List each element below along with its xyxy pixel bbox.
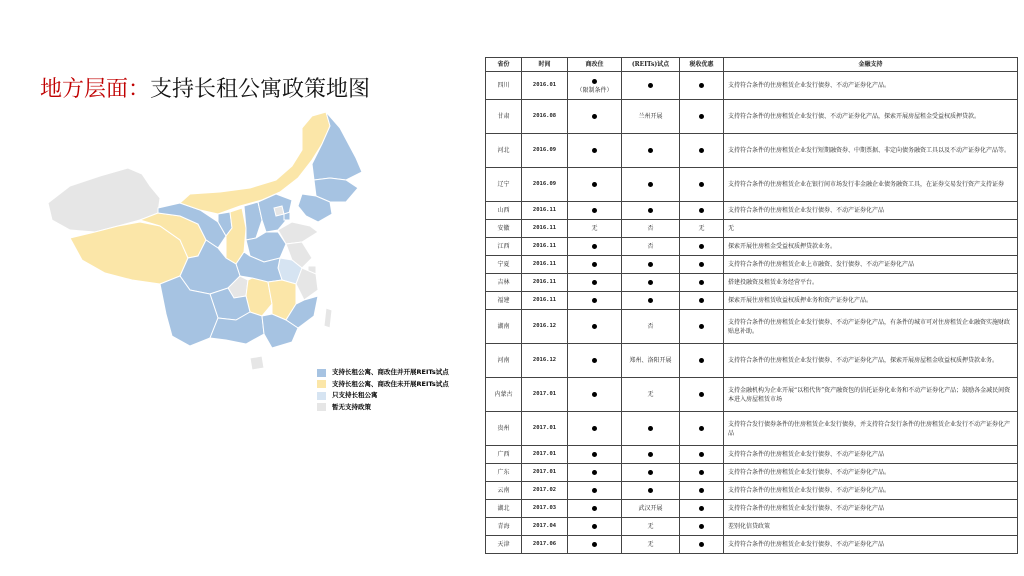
cell-tax	[680, 344, 724, 378]
check-dot-icon	[648, 488, 653, 493]
table-row	[486, 446, 1018, 464]
cell-province: 吉林	[486, 274, 522, 292]
cell-tax	[680, 536, 724, 554]
cell-province: 湖南	[486, 310, 522, 344]
check-dot-icon	[592, 488, 597, 493]
table-row	[486, 536, 1018, 554]
check-dot-icon	[592, 262, 597, 267]
check-dot-icon	[648, 280, 653, 285]
cell-time: 2016.11	[522, 292, 568, 310]
cell-time: 2016.11	[522, 202, 568, 220]
cell-finance: 支持符合条件的住房租赁企业发行债券、不动产证券化产品	[724, 446, 1018, 464]
cell-time: 2017.01	[522, 412, 568, 446]
cell-province: 辽宁	[486, 168, 522, 202]
check-dot-icon	[699, 208, 704, 213]
region-beijing	[274, 206, 284, 216]
cell-reits	[622, 482, 680, 500]
cell-reits	[622, 464, 680, 482]
check-dot-icon	[699, 148, 704, 153]
cell-province: 四川	[486, 72, 522, 100]
table-header-row	[486, 58, 1018, 72]
cell-tax	[680, 412, 724, 446]
legend-item-none	[316, 402, 474, 414]
header-tax: 税收优惠	[680, 58, 724, 72]
cell-shanggai	[568, 536, 622, 554]
check-dot-icon	[699, 358, 704, 363]
cell-tax: 无	[680, 220, 724, 238]
cell-finance: 搭建投融资及租赁业务经营平台。	[724, 274, 1018, 292]
cell-shanggai	[568, 202, 622, 220]
cell-province: 甘肃	[486, 100, 522, 134]
cell-shanggai	[568, 292, 622, 310]
cell-province: 云南	[486, 482, 522, 500]
cell-time: 2016.11	[522, 256, 568, 274]
legend-label: 支持长租公寓、商改住未开展REITs试点	[332, 379, 449, 388]
check-dot-icon	[592, 148, 597, 153]
cell-tax	[680, 274, 724, 292]
check-dot-icon	[699, 262, 704, 267]
cell-shanggai	[568, 72, 622, 100]
cell-reits	[622, 274, 680, 292]
region-hainan	[250, 356, 264, 370]
check-dot-icon	[699, 452, 704, 457]
cell-reits: 郑州、洛阳开展	[622, 344, 680, 378]
cell-province: 广东	[486, 464, 522, 482]
check-dot-icon	[592, 244, 597, 249]
header-time: 时间	[522, 58, 568, 72]
table-row	[486, 220, 1018, 238]
cell-time: 2017.01	[522, 446, 568, 464]
cell-tax	[680, 256, 724, 274]
check-dot-icon	[699, 298, 704, 303]
cell-time: 2016.09	[522, 134, 568, 168]
table-row	[486, 292, 1018, 310]
check-dot-icon	[592, 298, 597, 303]
cell-shanggai	[568, 256, 622, 274]
cell-tax	[680, 378, 724, 412]
cell-tax	[680, 72, 724, 100]
cell-province: 湖北	[486, 500, 522, 518]
cell-province: 江西	[486, 238, 522, 256]
check-dot-icon	[699, 488, 704, 493]
table-row	[486, 238, 1018, 256]
cell-reits	[622, 292, 680, 310]
region-taiwan	[324, 308, 332, 328]
check-dot-icon	[592, 324, 597, 329]
cell-finance: 支持符合发行债券条件的住房租赁企业发行债券，并支持符合发行条件的住房租赁企业发行不动产证券化产品	[724, 412, 1018, 446]
cell-finance: 支持符合条件的住房租赁企业发行债券、不动产证券化产品	[724, 202, 1018, 220]
cell-tax	[680, 100, 724, 134]
cell-shanggai	[568, 168, 622, 202]
cell-tax	[680, 202, 724, 220]
cell-time: 2016.09	[522, 168, 568, 202]
header-shanggai: 商改住	[568, 58, 622, 72]
cell-time: 2017.01	[522, 464, 568, 482]
cell-shanggai	[568, 412, 622, 446]
map-legend	[316, 367, 474, 413]
cell-finance: 支持符合条件的住房租赁企业发行债券、不动产证券化产品	[724, 536, 1018, 554]
table-body	[486, 72, 1018, 554]
cell-finance: 支持符合条件的住房租赁企业发行债券、不动产证券化产品，探索开展房屋租金收益权质押贷款业务。	[724, 344, 1018, 378]
check-dot-icon	[648, 452, 653, 457]
cell-finance: 探索开展住房租金受益权质押贷款业务。	[724, 238, 1018, 256]
cell-finance: 差别化信贷政策	[724, 518, 1018, 536]
check-dot-icon	[699, 542, 704, 547]
cell-time: 2017.02	[522, 482, 568, 500]
cell-province: 青海	[486, 518, 522, 536]
cell-shanggai	[568, 482, 622, 500]
cell-finance: 支持符合条件的住房租赁企业发行债、不动产证券化产品，探索开展房屋租金受益权质押贷款。	[724, 100, 1018, 134]
cell-shanggai	[568, 238, 622, 256]
table-row	[486, 256, 1018, 274]
check-dot-icon	[699, 114, 704, 119]
table-row	[486, 482, 1018, 500]
cell-province: 安徽	[486, 220, 522, 238]
cell-time: 2017.04	[522, 518, 568, 536]
cell-province: 福建	[486, 292, 522, 310]
header-province: 省份	[486, 58, 522, 72]
cell-reits	[622, 446, 680, 464]
table-row	[486, 202, 1018, 220]
cell-tax	[680, 464, 724, 482]
cell-shanggai	[568, 310, 622, 344]
table-row	[486, 310, 1018, 344]
table-row	[486, 168, 1018, 202]
cell-reits: 无	[622, 518, 680, 536]
cell-note: （限制条件）	[576, 86, 613, 94]
check-dot-icon	[699, 506, 704, 511]
cell-shanggai	[568, 378, 622, 412]
cell-reits	[622, 134, 680, 168]
table-row	[486, 412, 1018, 446]
cell-reits	[622, 72, 680, 100]
check-dot-icon	[592, 426, 597, 431]
cell-tax	[680, 446, 724, 464]
cell-reits: 兰州开展	[622, 100, 680, 134]
legend-label: 暂无支持政策	[332, 402, 371, 411]
cell-reits	[622, 168, 680, 202]
cell-finance: 支持符合条件的住房租赁企业在银行间市场发行非金融企业债务融资工具，在证券交易发行资产支持证券	[724, 168, 1018, 202]
check-dot-icon	[699, 426, 704, 431]
check-dot-icon	[648, 182, 653, 187]
cell-time: 2017.03	[522, 500, 568, 518]
cell-province: 内蒙古	[486, 378, 522, 412]
cell-reits: 否	[622, 238, 680, 256]
table-row	[486, 378, 1018, 412]
legend-label: 支持长租公寓、商改住并开展REITs试点	[332, 368, 449, 376]
check-dot-icon	[592, 470, 597, 475]
table-row	[486, 518, 1018, 536]
cell-shanggai	[568, 100, 622, 134]
cell-tax	[680, 518, 724, 536]
cell-reits: 否	[622, 310, 680, 344]
cell-reits: 否	[622, 220, 680, 238]
cell-shanggai	[568, 134, 622, 168]
header-finance: 金融支持	[724, 58, 1018, 72]
check-dot-icon	[648, 298, 653, 303]
cell-reits	[622, 412, 680, 446]
cell-tax	[680, 238, 724, 256]
cell-finance: 支持符合条件的住房租赁企业发行债券、不动产证券化产品	[724, 500, 1018, 518]
cell-shanggai	[568, 518, 622, 536]
check-dot-icon	[648, 470, 653, 475]
check-dot-icon	[699, 83, 704, 88]
cell-shanggai	[568, 500, 622, 518]
cell-tax	[680, 482, 724, 500]
cell-finance: 支持符合条件的住房租赁企业发行债券、不动产证券化产品。	[724, 464, 1018, 482]
legend-swatch-yellow	[316, 379, 327, 389]
check-dot-icon	[592, 506, 597, 511]
cell-finance: 无	[724, 220, 1018, 238]
title-main: 支持长租公寓政策地图	[150, 77, 371, 102]
table-row	[486, 344, 1018, 378]
check-dot-icon	[592, 524, 597, 529]
legend-swatch-lightblue	[316, 391, 327, 401]
table-row	[486, 274, 1018, 292]
check-dot-icon	[592, 182, 597, 187]
check-dot-icon	[648, 83, 653, 88]
cell-tax	[680, 134, 724, 168]
cell-time: 2016.12	[522, 310, 568, 344]
check-dot-icon	[592, 452, 597, 457]
table-row	[486, 72, 1018, 100]
check-dot-icon	[648, 208, 653, 213]
table-row	[486, 500, 1018, 518]
cell-tax	[680, 500, 724, 518]
cell-reits	[622, 256, 680, 274]
cell-shanggai: 无	[568, 220, 622, 238]
legend-item-rental-only	[316, 390, 474, 402]
table-row	[486, 100, 1018, 134]
cell-province: 贵州	[486, 412, 522, 446]
check-dot-icon	[699, 392, 704, 397]
cell-time: 2016.11	[522, 238, 568, 256]
check-dot-icon	[648, 426, 653, 431]
cell-shanggai	[568, 274, 622, 292]
cell-finance: 支持符合条件的住房租赁企业发行债券、不动产证券化产品。	[724, 72, 1018, 100]
cell-time: 2017.01	[522, 378, 568, 412]
china-policy-map	[40, 108, 380, 378]
check-dot-icon	[592, 79, 597, 84]
check-dot-icon	[592, 280, 597, 285]
cell-province: 河北	[486, 134, 522, 168]
cell-time: 2016.01	[522, 72, 568, 100]
cell-finance: 探索开展住房租赁收益权质押业务和资产证券化产品。	[724, 292, 1018, 310]
check-dot-icon	[648, 262, 653, 267]
cell-shanggai	[568, 344, 622, 378]
check-dot-icon	[699, 244, 704, 249]
cell-reits: 无	[622, 378, 680, 412]
title-prefix: 地方层面：	[40, 77, 151, 102]
legend-item-no-reits	[316, 379, 474, 391]
cell-shanggai	[568, 464, 622, 482]
cell-tax	[680, 168, 724, 202]
check-dot-icon	[699, 324, 704, 329]
cell-province: 宁夏	[486, 256, 522, 274]
check-dot-icon	[699, 470, 704, 475]
cell-time: 2016.08	[522, 100, 568, 134]
legend-label: 只支持长租公寓	[332, 391, 378, 399]
check-dot-icon	[699, 280, 704, 285]
cell-reits: 无	[622, 536, 680, 554]
table-row	[486, 464, 1018, 482]
cell-finance: 支持符合条件的住房租赁企业发行债券、不动产证券化产品，有条件的城市可对住房租赁企业融资实施财政贴息补助。	[724, 310, 1018, 344]
cell-province: 广西	[486, 446, 522, 464]
check-dot-icon	[648, 148, 653, 153]
legend-swatch-blue	[316, 368, 327, 378]
cell-tax	[680, 292, 724, 310]
cell-finance: 支持符合条件的住房租赁企业发行短期融资券、中期票据、非定向债务融资工具以及不动产证券化产品等。	[724, 134, 1018, 168]
cell-time: 2016.11	[522, 220, 568, 238]
cell-time: 2016.11	[522, 274, 568, 292]
cell-reits	[622, 202, 680, 220]
cell-tax	[680, 310, 724, 344]
legend-swatch-gray	[316, 402, 327, 412]
cell-province: 天津	[486, 536, 522, 554]
policy-table	[485, 57, 1018, 554]
table-row	[486, 134, 1018, 168]
cell-province: 山西	[486, 202, 522, 220]
check-dot-icon	[592, 358, 597, 363]
cell-time: 2017.06	[522, 536, 568, 554]
cell-finance: 支持符合条件的住房租赁企业发行债券、不动产证券化产品。	[724, 482, 1018, 500]
check-dot-icon	[592, 392, 597, 397]
header-reits: (REITs)试点	[622, 58, 680, 72]
cell-province: 河南	[486, 344, 522, 378]
cell-shanggai	[568, 446, 622, 464]
cell-reits: 武汉开展	[622, 500, 680, 518]
region-tianjin	[284, 212, 290, 220]
check-dot-icon	[699, 524, 704, 529]
check-dot-icon	[592, 208, 597, 213]
cell-finance: 支持符合条件的住房租赁企业上市融资、发行债券、不动产证券化产品	[724, 256, 1018, 274]
page-title	[40, 72, 370, 103]
cell-finance: 支持金融机构为企业开展“以租代售”资产融资包的信托证券化业务和不动产证券化产品；鼓励各金减民间资本进入房屋租赁市场	[724, 378, 1018, 412]
check-dot-icon	[592, 542, 597, 547]
legend-item-reits	[316, 367, 474, 379]
cell-time: 2016.12	[522, 344, 568, 378]
check-dot-icon	[699, 182, 704, 187]
check-dot-icon	[592, 114, 597, 119]
